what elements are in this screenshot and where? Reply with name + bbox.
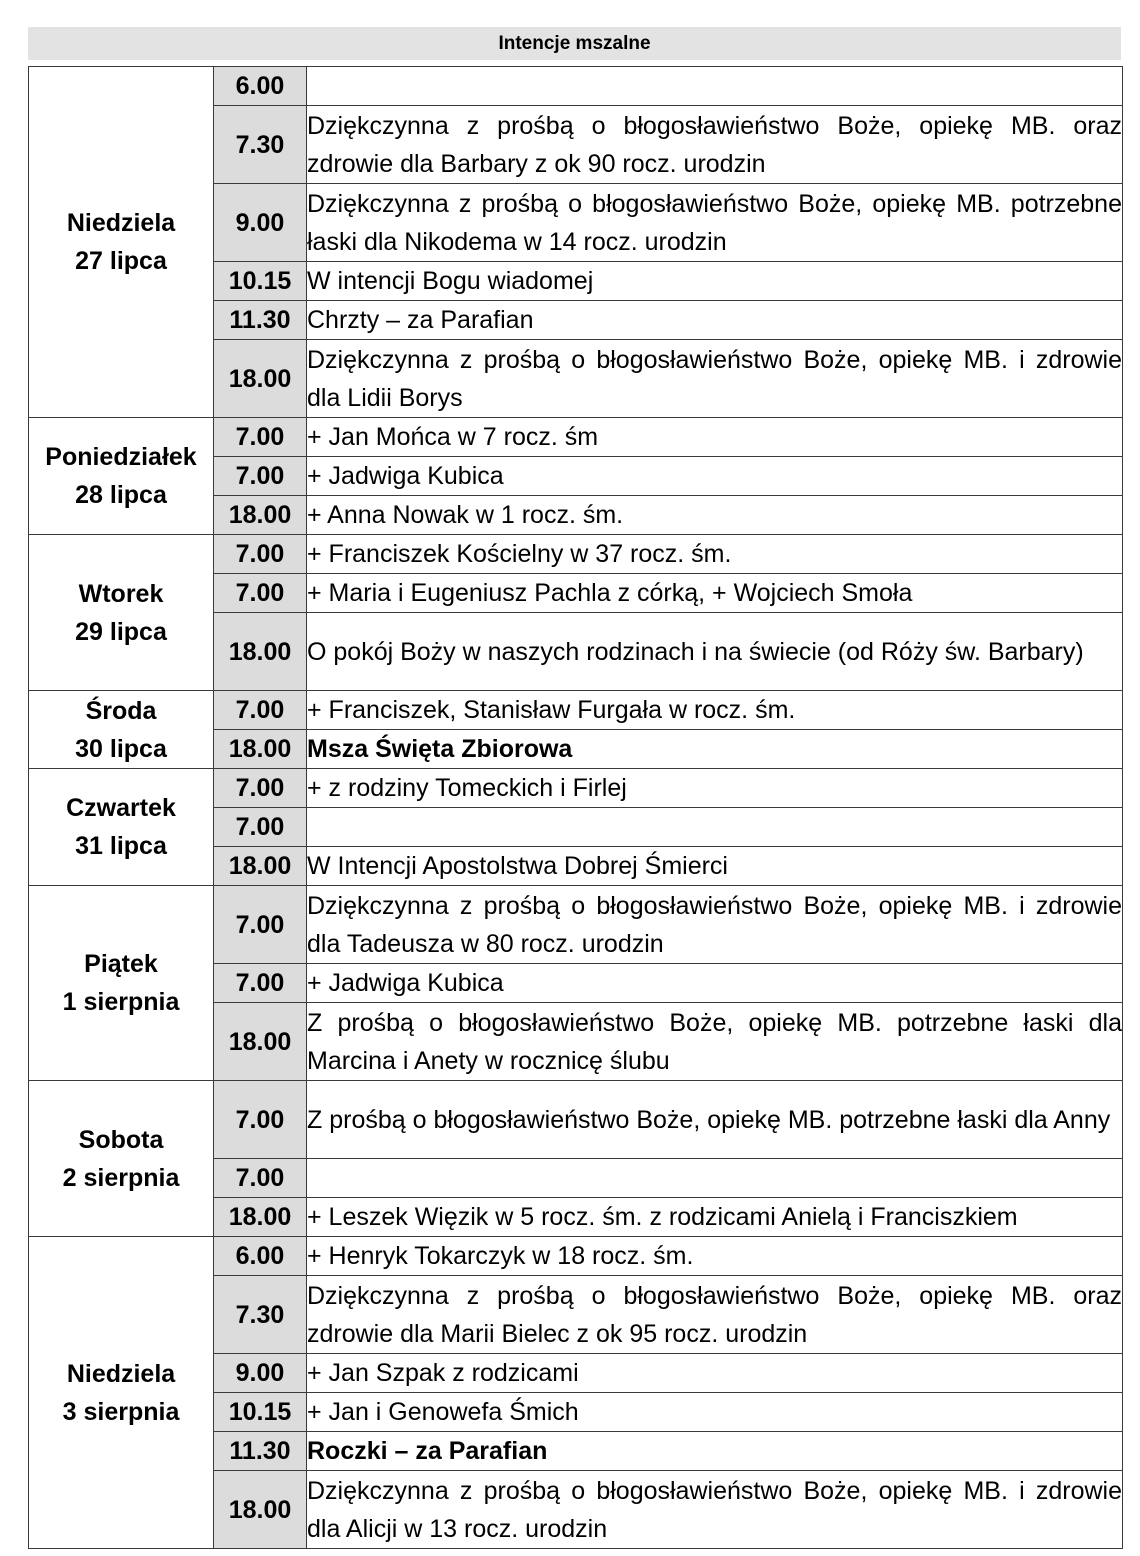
day-date: 31 lipca [75, 832, 167, 860]
mass-intention [307, 808, 1123, 847]
page-title [28, 27, 1121, 60]
mass-intention: + z rodziny Tomeckich i Firlej [307, 769, 1123, 808]
day-name: Czwartek [66, 794, 176, 822]
day-cell [29, 535, 214, 691]
mass-time: 7.30 [214, 106, 307, 184]
mass-time: 18.00 [214, 730, 307, 769]
day-date: 2 sierpnia [62, 1163, 180, 1192]
mass-time: 18.00 [214, 847, 307, 886]
mass-intention: Dziękczynna z prośbą o błogosławieństwo Boże, opiekę MB. oraz zdrowie dla Marii Bielec z ok 95 rocz. urodzin [307, 1276, 1123, 1354]
mass-time: 9.00 [214, 184, 307, 262]
day-date: 3 sierpnia [62, 1397, 180, 1426]
table-row [29, 691, 1123, 730]
table-row [29, 418, 1123, 457]
mass-time: 7.00 [214, 808, 307, 847]
table-row [29, 67, 1123, 106]
mass-time: 7.00 [214, 418, 307, 457]
day-name: Niedziela [66, 1359, 176, 1388]
day-cell [29, 418, 214, 535]
mass-time: 11.30 [214, 1432, 307, 1471]
day-cell [29, 67, 214, 418]
mass-time: 6.00 [214, 67, 307, 106]
day-date: 27 lipca [75, 247, 167, 275]
mass-time: 18.00 [214, 613, 307, 691]
mass-time: 9.00 [214, 1354, 307, 1393]
mass-time: 11.30 [214, 301, 307, 340]
mass-intention: + Jadwiga Kubica [307, 457, 1123, 496]
mass-intention: Dziękczynna z prośbą o błogosławieństwo Boże, opiekę MB. potrzebne łaski dla Nikodema w 14 rocz. urodzin [307, 184, 1123, 262]
mass-intention: + Leszek Więzik w 5 rocz. śm. z rodzicami Anielą i Franciszkiem [307, 1198, 1123, 1237]
page-title-text: Intencje mszalne [498, 32, 651, 54]
mass-time: 18.00 [214, 340, 307, 418]
day-name: Piątek [84, 950, 158, 978]
mass-time: 6.00 [214, 1237, 307, 1276]
day-name: Sobota [78, 1125, 164, 1154]
mass-time: 7.00 [214, 1159, 307, 1198]
mass-time: 18.00 [214, 1198, 307, 1237]
mass-intention: Msza Święta Zbiorowa [307, 730, 1123, 769]
day-name: Wtorek [78, 579, 164, 608]
mass-intention: Chrzty – za Parafian [307, 301, 1123, 340]
mass-intention: Dziękczynna z prośbą o błogosławieństwo Boże, opiekę MB. i zdrowie dla Tadeusza w 80 rocz. urodzin [307, 886, 1123, 964]
day-cell [29, 886, 214, 1081]
mass-time: 7.00 [214, 886, 307, 964]
mass-intention: + Franciszek, Stanisław Furgała w rocz. śm. [307, 691, 1123, 730]
table-body [29, 67, 1123, 1549]
mass-intention: + Anna Nowak w 1 rocz. śm. [307, 496, 1123, 535]
day-cell [29, 1081, 214, 1237]
mass-intentions-table [28, 66, 1123, 1549]
mass-intention: Dziękczynna z prośbą o błogosławieństwo Boże, opiekę MB. oraz zdrowie dla Barbary z ok 90 rocz. urodzin [307, 106, 1123, 184]
mass-time: 18.00 [214, 1003, 307, 1081]
day-cell [29, 1237, 214, 1549]
mass-time: 10.15 [214, 1393, 307, 1432]
table-row [29, 886, 1123, 964]
mass-intention: Roczki – za Parafian [307, 1432, 1123, 1471]
mass-time: 18.00 [214, 1471, 307, 1549]
mass-intention [307, 67, 1123, 106]
mass-time: 7.00 [214, 964, 307, 1003]
day-date: 29 lipca [75, 617, 167, 646]
mass-time: 7.00 [214, 691, 307, 730]
mass-intention: Z prośbą o błogosławieństwo Boże, opiekę MB. potrzebne łaski dla Anny [307, 1081, 1123, 1159]
mass-time: 7.00 [214, 457, 307, 496]
mass-time: 7.30 [214, 1276, 307, 1354]
table-row [29, 1237, 1123, 1276]
day-date: 1 sierpnia [62, 988, 180, 1016]
day-date: 30 lipca [75, 734, 167, 763]
mass-time: 18.00 [214, 496, 307, 535]
mass-intention [307, 1159, 1123, 1198]
mass-intention: W Intencji Apostolstwa Dobrej Śmierci [307, 847, 1123, 886]
table-row [29, 1081, 1123, 1159]
mass-intention: + Henryk Tokarczyk w 18 rocz. śm. [307, 1237, 1123, 1276]
mass-intention: + Jadwiga Kubica [307, 964, 1123, 1003]
day-cell [29, 769, 214, 886]
mass-time: 7.00 [214, 574, 307, 613]
day-cell [29, 691, 214, 769]
mass-intention: + Franciszek Kościelny w 37 rocz. śm. [307, 535, 1123, 574]
mass-time: 10.15 [214, 262, 307, 301]
mass-intention: + Maria i Eugeniusz Pachla z córką, + Wojciech Smoła [307, 574, 1123, 613]
mass-intention: Dziękczynna z prośbą o błogosławieństwo Boże, opiekę MB. i zdrowie dla Lidii Borys [307, 340, 1123, 418]
mass-time: 7.00 [214, 769, 307, 808]
mass-time: 7.00 [214, 1081, 307, 1159]
mass-intention: O pokój Boży w naszych rodzinach i na świecie (od Róży św. Barbary) [307, 613, 1123, 691]
table-row [29, 769, 1123, 808]
mass-intention: W intencji Bogu wiadomej [307, 262, 1123, 301]
mass-intention: + Jan i Genowefa Śmich [307, 1393, 1123, 1432]
mass-intention: Dziękczynna z prośbą o błogosławieństwo Boże, opiekę MB. i zdrowie dla Alicji w 13 rocz. urodzin [307, 1471, 1123, 1549]
day-name: Środa [85, 696, 157, 725]
table-row [29, 535, 1123, 574]
day-name: Niedziela [66, 209, 176, 237]
mass-intention: + Jan Mońca w 7 rocz. śm [307, 418, 1123, 457]
mass-time: 7.00 [214, 535, 307, 574]
mass-intention: Z prośbą o błogosławieństwo Boże, opiekę MB. potrzebne łaski dla Marcina i Anety w rocznicę ślubu [307, 1003, 1123, 1081]
day-name: Poniedziałek [45, 443, 197, 471]
mass-intention: + Jan Szpak z rodzicami [307, 1354, 1123, 1393]
day-date: 28 lipca [75, 481, 167, 509]
